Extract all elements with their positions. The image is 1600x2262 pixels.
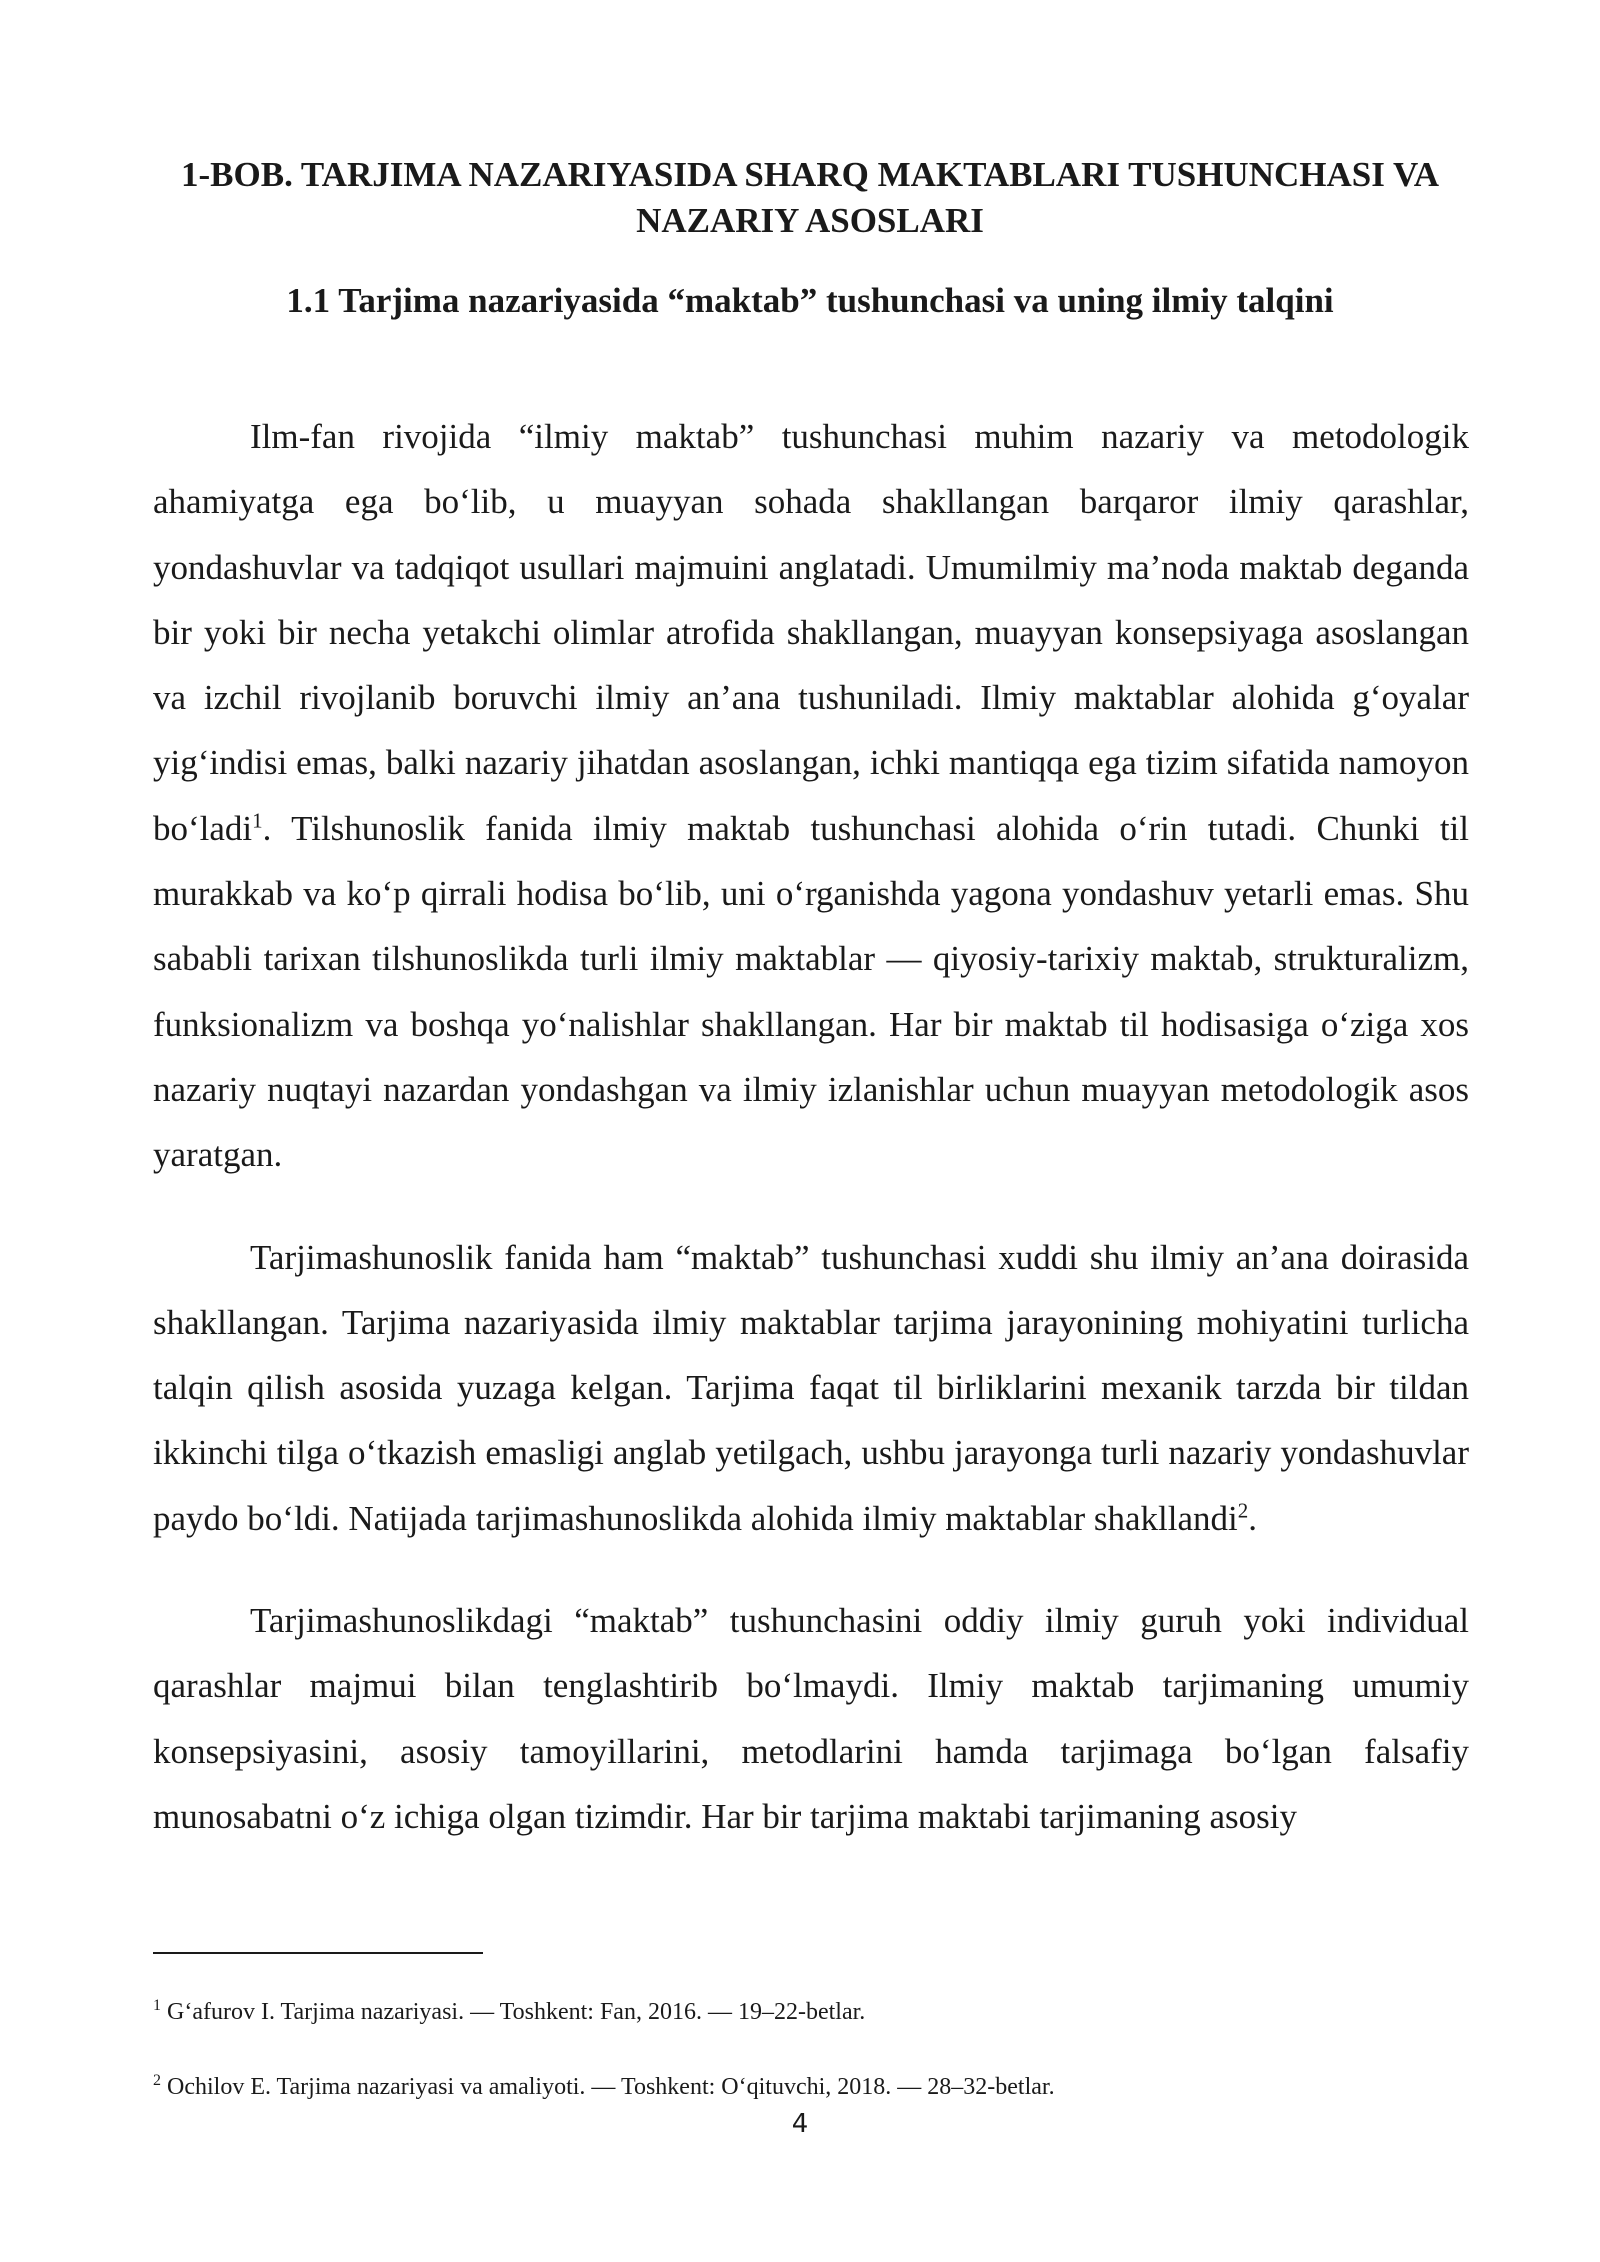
paragraph-1 (153, 404, 1469, 1188)
footnote-1-mark: 1 (153, 1997, 161, 2014)
footnote-reference-1: 1 (252, 808, 263, 833)
footnote-2-text: Ochilov E. Tarjima nazariyasi va amaliyoti. — Toshkent: Oʻqituvchi, 2018. — 28–32-betlar. (167, 2074, 1055, 2100)
body-text (153, 404, 1469, 1886)
footnote-separator (153, 1952, 483, 1954)
paragraph-2-text-continued: . (1248, 1498, 1257, 1538)
paragraph-2-text: Tarjimashunoslik fanida ham “maktab” tushunchasi xuddi shu ilmiy an’ana doirasida shakllangan. Tarjima nazariyasida ilmiy maktablar tarjima jarayonining mohiyatini turlicha talqin qilish asosida yuzaga kelgan. Tarjima faqat til birliklarini mexanik tarzda bir tildan ikkinchi tilga oʻtkazish emasligi anglab yetilgach, ushbu jarayonga turli nazariy yondashuvlar paydo boʻldi. Natijada tarjimashunoslikda alohida ilmiy maktablar shakllandi (153, 1237, 1469, 1538)
chapter-title: 1-BOB. TARJIMA NAZARIYASIDA SHARQ MAKTABLARI TUSHUNCHASI VA NAZARIY ASOSLARI (181, 155, 1439, 240)
footnote-reference-2: 2 (1237, 1498, 1249, 1523)
footnote-2-mark: 2 (153, 2072, 161, 2089)
paragraph-1-text: Ilm-fan rivojida “ilmiy maktab” tushunchasi muhim nazariy va metodologik ahamiyatga ega boʻlib, u muayyan sohada shakllangan barqaror ilmiy qarashlar, yondashuvlar va tadqiqot usullari majmuini anglatadi. Umumilmiy ma’noda maktab deganda bir yoki bir necha yetakchi olimlar atrofida shakllangan, muayyan konsepsiyaga asoslangan va izchil rivojlanib boruvchi ilmiy an’ana tushuniladi. Ilmiy maktablar alohida gʻoyalar yigʻindisi emas, balki nazariy jihatdan asoslangan, ichki mantiqqa ega tizim sifatida namoyon boʻladi (153, 417, 1469, 848)
footnote-1-text: Gʻafurov I. Tarjima nazariyasi. — Toshkent: Fan, 2016. — 19–22-betlar. (167, 1999, 866, 2025)
footnote-1 (153, 1997, 1469, 2027)
page-number: 4 (791, 2109, 809, 2139)
section-title: 1.1 Tarjima nazariyasida “maktab” tushunchasi va uning ilmiy talqini (286, 281, 1334, 320)
paragraph-2 (153, 1225, 1469, 1551)
footnote-2 (153, 2072, 1469, 2102)
paragraph-1-text-continued: . Tilshunoslik fanida ilmiy maktab tushunchasi alohida oʻrin tutadi. Chunki til murakkab va koʻp qirrali hodisa boʻlib, uni oʻrganishda yagona yondashuv yetarli emas. Shu sababli tarixan tilshunoslikda turli ilmiy maktablar — qiyosiy-tarixiy maktab, strukturalizm, funksionalizm va boshqa yoʻnalishlar shakllangan. Har bir maktab til hodisasiga oʻziga xos nazariy nuqtayi nazardan yondashgan va ilmiy izlanishlar uchun muayyan metodologik asos yaratgan. (153, 808, 1469, 1175)
paragraph-3: Tarjimashunoslikdagi “maktab” tushunchasini oddiy ilmiy guruh yoki individual qarashlar majmui bilan tenglashtirib boʻlmaydi. Ilmiy maktab tarjimaning umumiy konsepsiyasini, asosiy tamoyillarini, metodlarini hamda tarjimaga boʻlgan falsafiy munosabatni oʻz ichiga olgan tizimdir. Har bir tarjima maktabi tarjimaning asosiy (153, 1601, 1469, 1836)
